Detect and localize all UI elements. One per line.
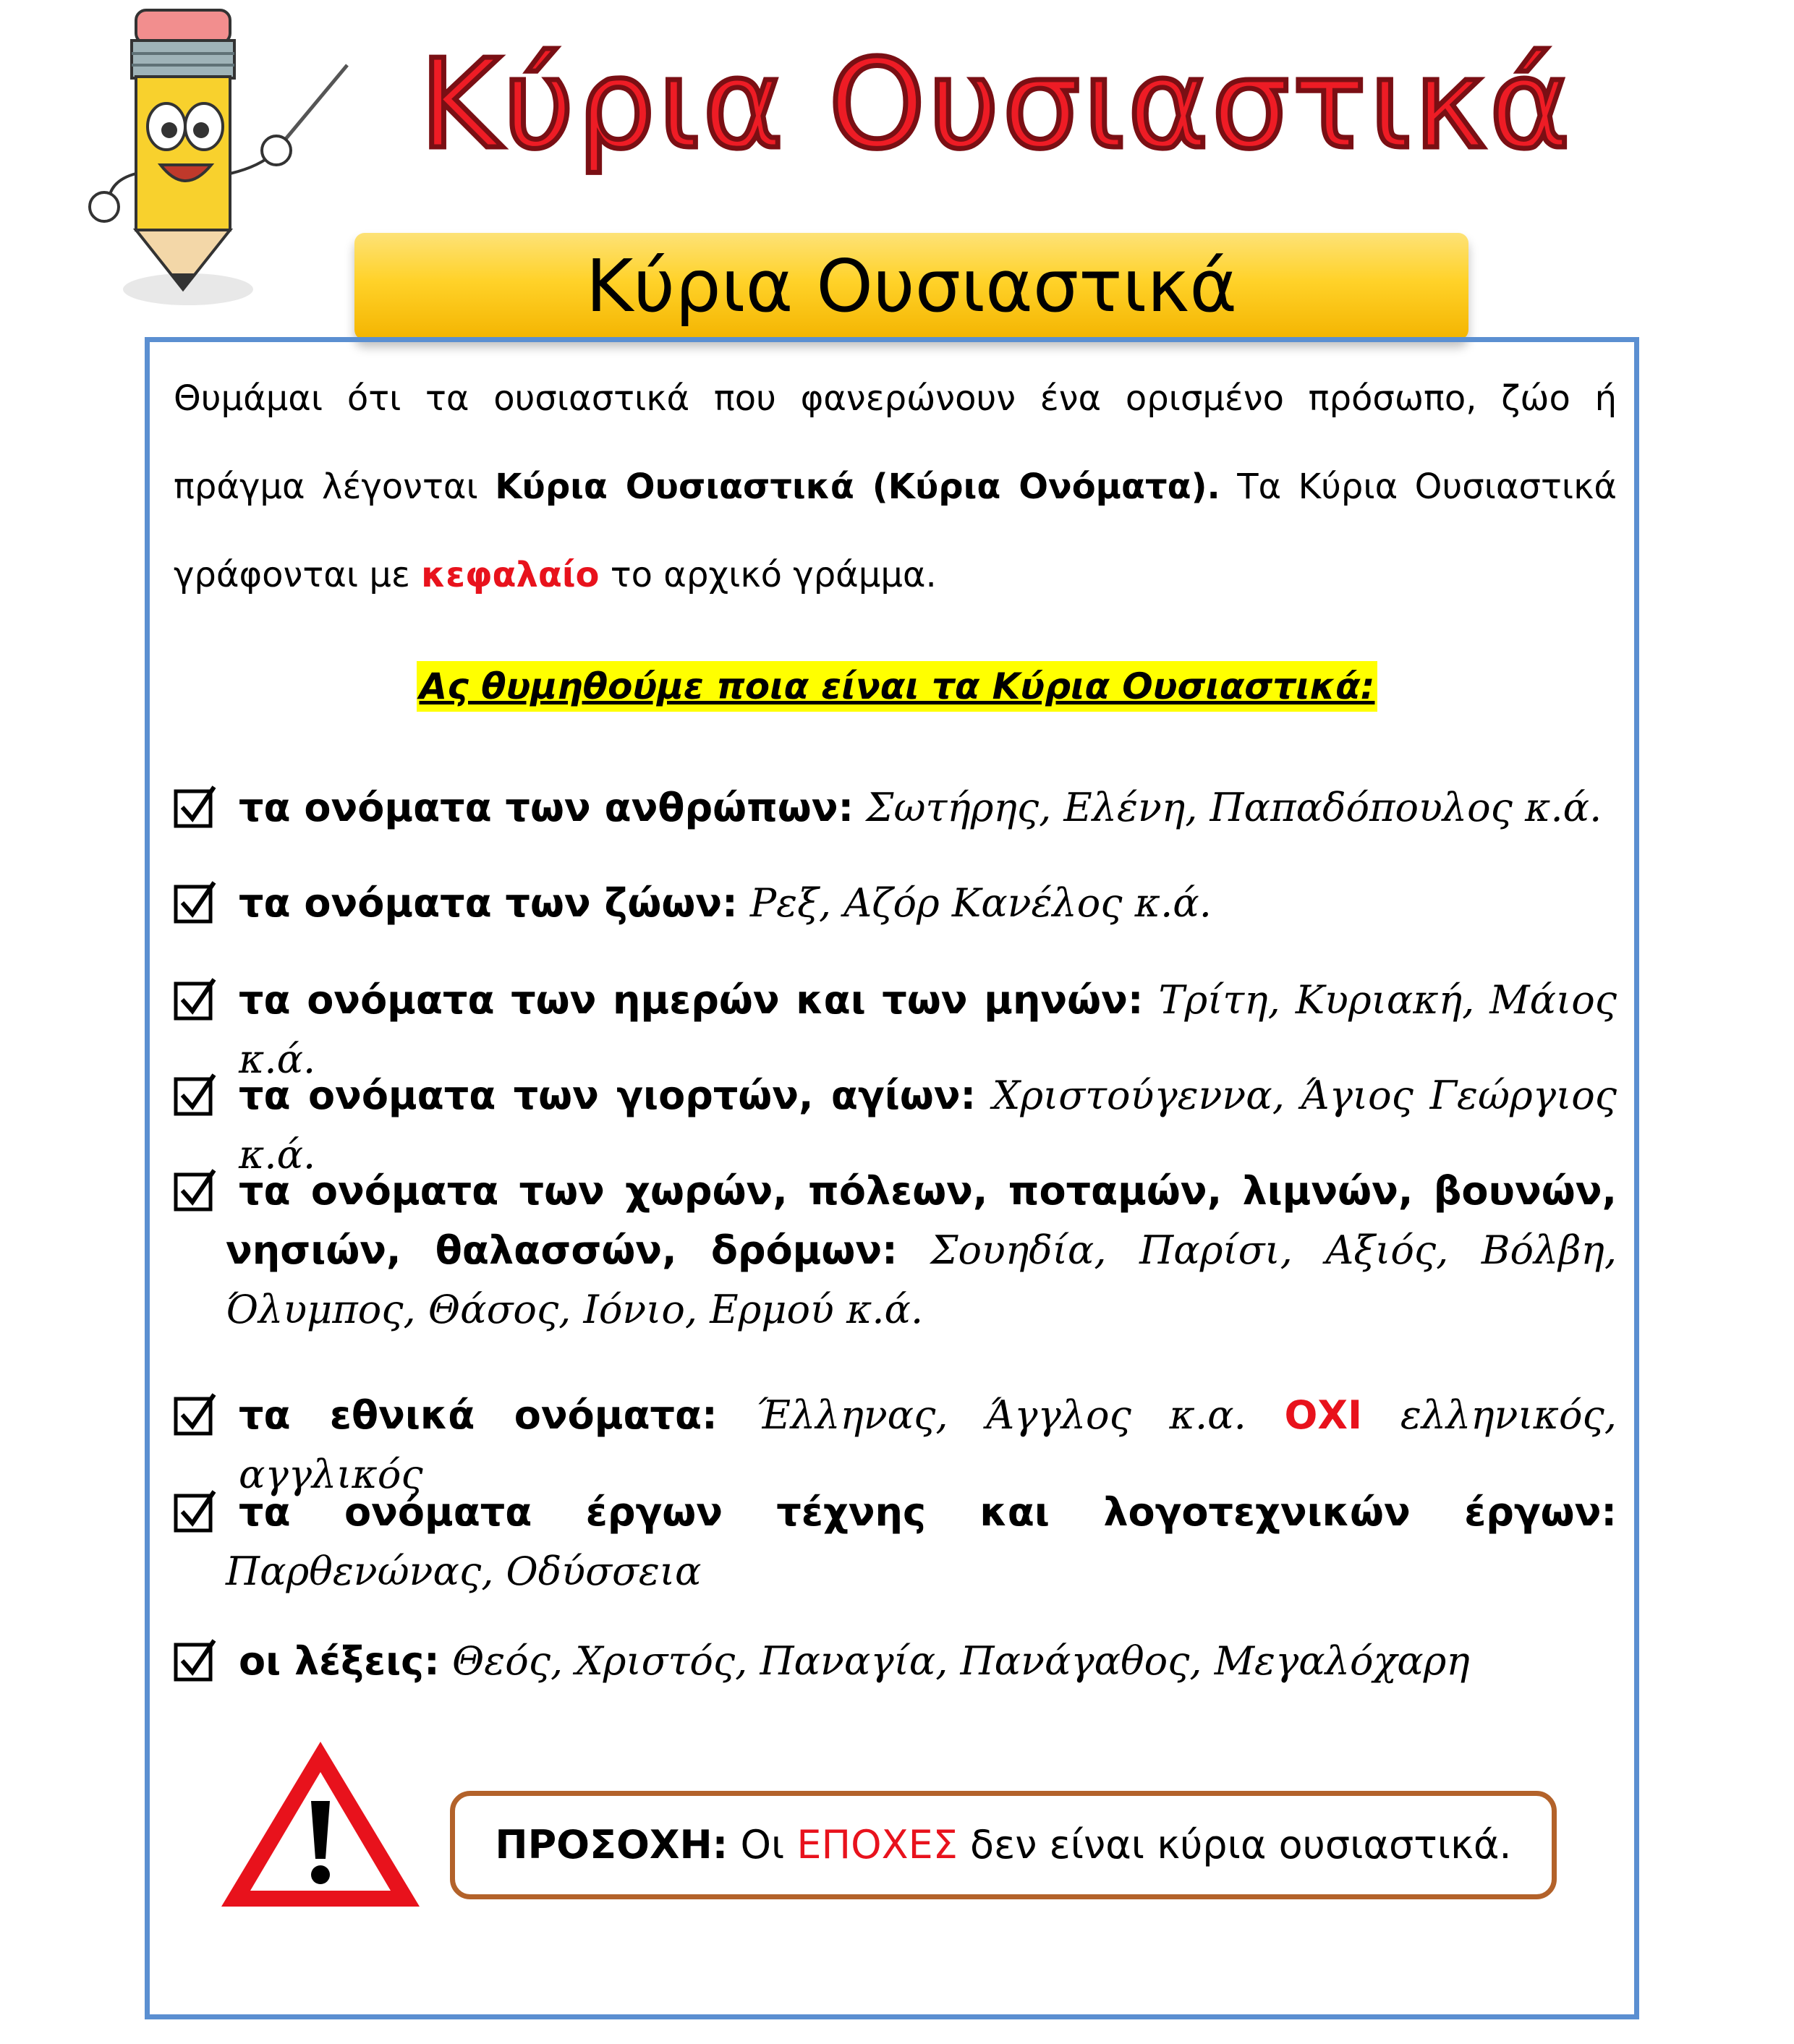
- page-title: Κύρια Ουσιαστικά: [420, 33, 1573, 176]
- checkbox-checked-icon: [174, 1638, 217, 1684]
- item-examples: Χριστούγεννα, Άγιος Γεώργιος κ.ά.: [239, 1073, 1617, 1178]
- notice-box: [450, 1791, 1557, 1899]
- subheading-text: Ας θυμηθούμε ποια είναι τα Κύρια Ουσιαστικά:: [417, 661, 1378, 712]
- checkbox-checked-icon: [174, 1489, 217, 1535]
- item-examples: Ρεξ, Αζόρ Κανέλος κ.ά.: [749, 880, 1212, 926]
- item-examples: Σουηδία, Παρίσι, Αξιός, Βόλβη, Όλυμπος, Θάσος, Ιόνιο, Ερμού κ.ά.: [226, 1227, 1617, 1332]
- notice-label: ΠΡΟΣΟΧΗ:: [495, 1822, 728, 1868]
- intro-text-1: Θυμάμαι ότι τα ουσιαστικά που φανερώνουν ένα ορισμένο πρόσωπο, ζώο ή πράγμα λέγονται: [174, 378, 1617, 507]
- notice-post: δεν είναι κύρια ουσιαστικά.: [957, 1822, 1512, 1868]
- item-label: τα ονόματα των ανθρώπων:: [239, 785, 854, 830]
- notice-pre: Οι: [728, 1822, 797, 1868]
- item-label: οι λέξεις:: [239, 1638, 440, 1684]
- item-counter-examples: ελληνικός, αγγλικός: [239, 1392, 1617, 1497]
- item-label: τα ονόματα των χωρών, πόλεων, ποταμών, λιμνών, βουνών, νησιών, θαλασσών, δρόμων:: [226, 1168, 1617, 1273]
- intro-text-2: Τα Κύρια Ουσιαστικά γράφονται με: [174, 467, 1617, 595]
- item-label: τα ονόματα των γιορτών, αγίων:: [239, 1073, 977, 1118]
- list-item: [174, 1483, 1617, 1601]
- pencil-mascot-icon: [80, 0, 369, 318]
- item-label: τα ονόματα έργων τέχνης και λογοτεχνικών έργων:: [239, 1489, 1617, 1535]
- item-no-label: ΟΧΙ: [1284, 1392, 1363, 1438]
- list-item-text: [174, 1483, 1617, 1601]
- list-item: [174, 1632, 1617, 1691]
- item-examples: Παρθενώνας, Οδύσσεια: [226, 1549, 702, 1594]
- checkbox-checked-icon: [174, 784, 217, 830]
- item-label: τα εθνικά ονόματα:: [239, 1392, 718, 1438]
- item-label: τα ονόματα των ζώων:: [239, 880, 738, 926]
- warning-triangle-icon: [218, 1737, 422, 1911]
- checkbox-checked-icon: [174, 976, 217, 1023]
- item-examples: Τρίτη, Κυριακή, Μάιος κ.ά.: [239, 977, 1617, 1082]
- list-item-text: [239, 874, 1617, 933]
- list-item: [174, 778, 1617, 838]
- list-item: [174, 874, 1617, 933]
- section-ribbon: Κύρια Ουσιαστικά: [354, 233, 1468, 340]
- list-item: [174, 1162, 1617, 1340]
- list-item-text: [239, 1632, 1617, 1691]
- item-label: τα ονόματα των ημερών και των μηνών:: [239, 977, 1144, 1023]
- checkbox-checked-icon: [174, 1072, 217, 1118]
- item-examples: Έλληνας, Άγγλος κ.α.: [755, 1392, 1246, 1438]
- checkbox-checked-icon: [174, 1392, 217, 1438]
- item-examples: Θεός, Χριστός, Παναγία, Πανάγαθος, Μεγαλόχαρη: [451, 1638, 1470, 1684]
- checkbox-checked-icon: [174, 1167, 217, 1214]
- list-item-text: [174, 1162, 1617, 1340]
- intro-text-3: το αρχικό γράμμα.: [599, 555, 937, 595]
- item-examples: Σωτήρης, Ελένη, Παπαδόπουλος κ.ά.: [866, 785, 1602, 830]
- intro-highlight: κεφαλαίο: [421, 555, 600, 595]
- list-item-text: [239, 778, 1617, 838]
- intro-paragraph: [174, 354, 1617, 619]
- intro-bold: Κύρια Ουσιαστικά (Κύρια Ονόματα).: [495, 467, 1220, 507]
- checkbox-checked-icon: [174, 880, 217, 926]
- notice-highlight: ΕΠΟΧΕΣ: [796, 1822, 958, 1868]
- subheading: [0, 665, 1794, 707]
